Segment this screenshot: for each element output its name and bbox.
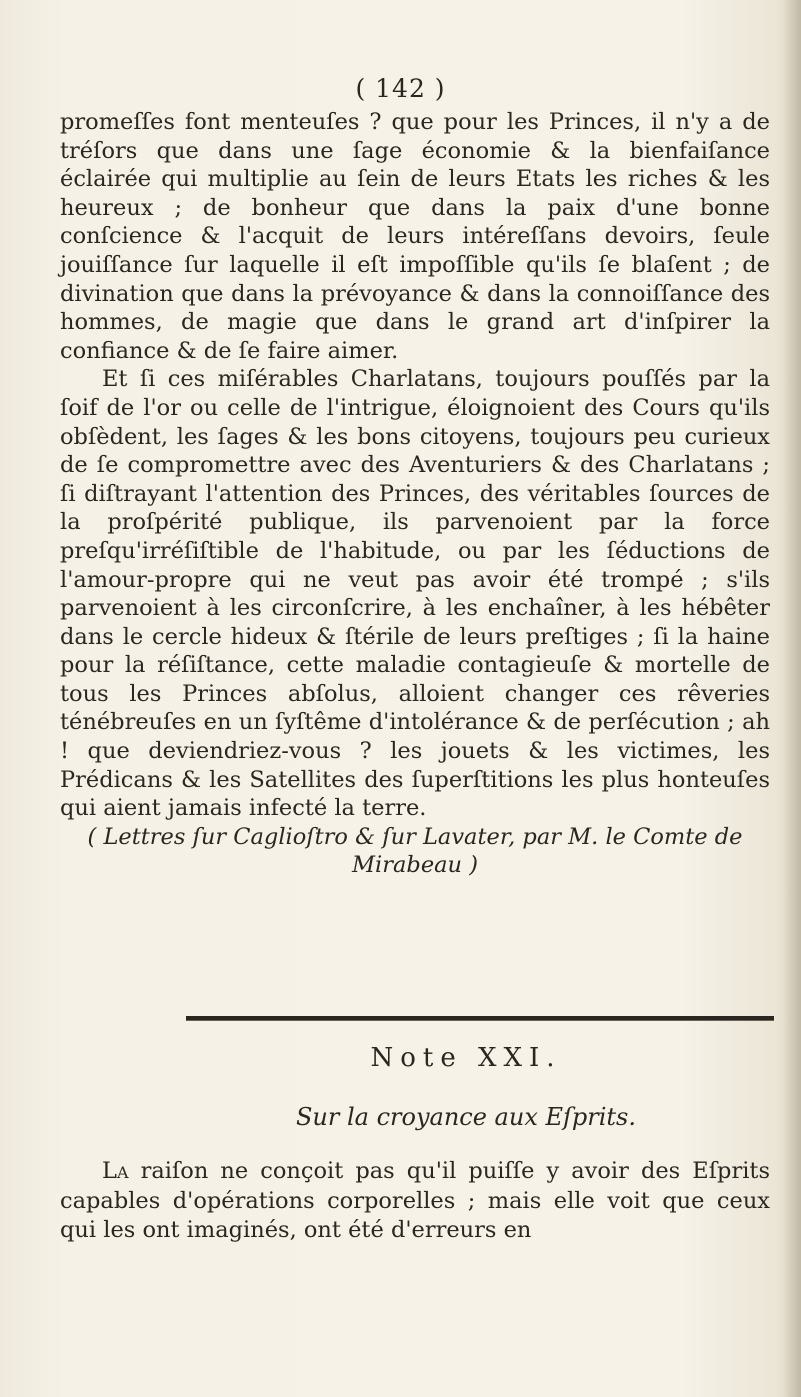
section-divider-rule bbox=[186, 1016, 774, 1021]
note-paragraph bbox=[60, 1157, 770, 1246]
paragraph-1: promeſſes font menteuſes ? que pour les Princes, il n'y a de tréſors que dans une ſage économie & la bienfaiſance éclairée qui multiplie au ſein de leurs Etats les riches & les heureux ; de bonheur que dans la paix d'une bonne conſcience & l'acquit de leurs intéreſſans devoirs, ſeule jouiſſance ſur laquelle il eſt impoſſible qu'ils ſe blaſent ; de divination que dans la prévoyance & dans la connoiſſance des hommes, de magie que dans le grand art d'inſpirer la confiance & de ſe faire aimer. bbox=[60, 109, 770, 364]
paragraph-2: Et ſi ces miſérables Charlatans, toujours pouſſés par la ſoif de l'or ou celle de l'intrigue, éloignoient des Cours qu'ils obſèdent, les ſages & les bons citoyens, toujours peu curieux de ſe compromettre avec des Aventuriers & des Charlatans ; ſi diſtrayant l'attention des Princes, des véritables ſources de la proſpérité publique, ils parvenoient par la force preſqu'irréſiſtible de l'habitude, ou par les ſéductions de l'amour-propre qui ne veut pas avoir été trompé ; s'ils parvenoient à les circonſcrire, à les enchaîner, à les hébêter dans le cercle hideux & ſtérile de leurs preſtiges ; ſi la haine pour la réſiſtance, cette maladie contagieuſe & mortelle de tous les Princes abſolus, alloient changer ces rêveries ténébreuſes en un ſyſtême d'intolérance & de perſécution ; ah ! que deviendriez-vous ? les jouets & les victimes, les Prédicans & les Satellites des ſuperſtitions les plus honteuſes qui aient jamais infecté la terre. bbox=[60, 366, 770, 822]
note-title: Note XXI. bbox=[370, 1043, 562, 1073]
page-number-header: ( 142 ) bbox=[355, 74, 446, 103]
note-body bbox=[60, 1157, 770, 1246]
main-text bbox=[60, 108, 770, 880]
note-lead-word: La bbox=[102, 1158, 129, 1184]
note-subtitle: Sur la croyance aux Eſprits. bbox=[295, 1103, 636, 1131]
citation: ( Lettres ſur Caglioſtro & ſur Lavater, par M. le Comte de Mirabeau ) bbox=[87, 823, 743, 879]
note-text: raiſon ne conçoit pas qu'il puiſſe y avoir des Eſprits capables d'opérations corporelles ; mais elle voit que ceux qui les ont imaginés, ont été d'erreurs en bbox=[60, 1158, 770, 1243]
page-edge-shadow bbox=[783, 0, 801, 1397]
